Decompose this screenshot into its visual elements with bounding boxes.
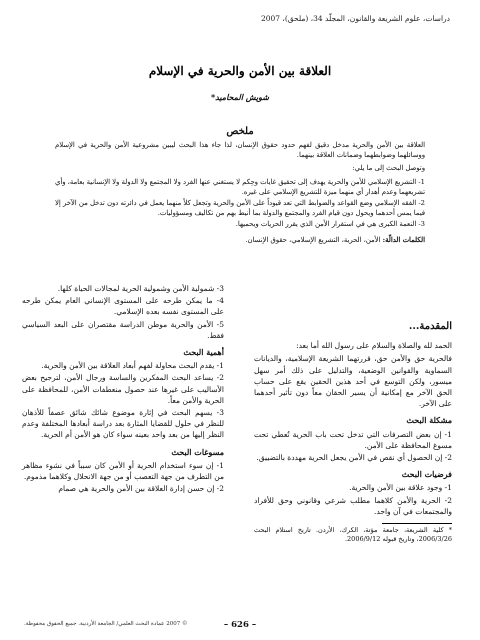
abstract-heading: ملخص xyxy=(226,126,254,137)
problem-item: 1- إن بعض التصرفات التي تدخل تحت باب الحرية تُعطي تحت مسوغ المحافظة على الأمن. xyxy=(254,429,452,450)
hypothesis-item: 2- الحرية والأمن كلاهما مطلب شرعي وقانوني وحق للأفراد والمجتمعات في آن واحد. xyxy=(254,495,452,516)
copyright-notice: © 2007 عمادة البحث العلمي/ الجامعة الأردنية. جميع الحقوق محفوظة. xyxy=(24,621,188,627)
reasons-heading: مسوغات البحث xyxy=(171,446,224,457)
footnote: * كلية الشريعة، جامعة مؤتة، الكرك، الأردن. تاريخ استلام البحث 2006/3/26، وتاريخ قبوله 2006/9/12. xyxy=(254,526,452,544)
abstract-findings-intro: وتوصل البحث إلى ما يلي: xyxy=(352,164,425,173)
article-title: العلاقة بين الأمن والحرية في الإسلام xyxy=(148,64,332,78)
objective-item: 5- الأمن والحرية موطن الدراسة مقتصران على البعد السياسي فقط. xyxy=(22,319,224,340)
footnote-divider xyxy=(382,523,452,524)
problem-heading: مشكلة البحث xyxy=(406,415,452,426)
intro-body: فالحرية حق والأمن حق، قررتهما الشريعة الإسلامية، والديانات السماوية والقوانين الوضعية، والتدليل على ذلك أمر سهل ميسور، ولكن التوسع في أحد هذين الحقين يقع على حساب الحق الآخر مع إمكانية أن يسير الحقان معاً دون تأثير أحدهما على الآخر. xyxy=(254,354,452,409)
right-column xyxy=(254,283,452,544)
hypotheses-heading: فرضيات البحث xyxy=(401,469,452,480)
reason-item: 2- إن حسن إدارة العلاقة بين الأمن والحرية هي صمام xyxy=(58,484,224,494)
reason-item: 1- إن سوء استخدام الحرية أو الأمن كان سبباً في نشوء مظاهر من التطرف من جهة التعصب أو من جهة الانحلال وكلاهما مذموم. xyxy=(22,460,224,482)
left-column xyxy=(22,283,224,495)
problem-item: 2- إن الحصول أي نقص في الأمن يجعل الحرية مهددة بالتضييق. xyxy=(256,453,452,463)
importance-item: 3- يسهم البحث في إثارة موضوع شائك شائق عصفاً للأذهان للنظر في حلول للقضايا المثارة بعد دراسة أبعادها المختلفة وعدم النظر إليها من بعد واحد بعينه سواء كان هو الأمن أم الحرية. xyxy=(22,408,224,440)
abstract-intro: العلاقة بين الأمن والحرية مدخل دقيق لفهم حدود حقوق الإنسان، لذا جاء هذا البحث ليبين مشروعية الأمن والحرية في الإسلام ووسائلهما وضوابطهما وضمانات العلاقة بينهما. xyxy=(55,141,425,160)
importance-item: 2- يساعد البحث المفكرين والساسة ورجال الأمن، لترجيح بعض الأساليب على غيرها عند حصول منعطفات الأمن، للمحافظة على الحرية والأمن معاً. xyxy=(22,373,224,405)
importance-heading: أهمية البحث xyxy=(183,347,224,358)
intro-heading: المقدمة... xyxy=(408,321,452,332)
abstract-body xyxy=(55,140,425,245)
keywords-text: الأمن، الحرية، التشريع الإسلامي، حقوق الإنسان. xyxy=(245,235,381,244)
objective-item: 3- شمولية الأمن وشمولية الحرية لمجالات الحياة كلها. xyxy=(57,284,224,293)
running-head: دراسات، علوم الشريعة والقانون، المجلّد 34، (ملحق)، 2007 xyxy=(260,14,450,23)
hypothesis-item: 1- وجود علاقة بين الأمن والحرية. xyxy=(349,483,452,493)
objective-item: 4- ما يمكن طرحه على المستوى الإنساني العام يمكن طرحه على المستوى نفسه بعده الإسلامي. xyxy=(22,296,224,317)
abstract-finding: 1- التشريع الإسلامي للأمن والحرية يهدف إلى تحقيق غايات وحِكم لا يستغني عنها الفرد ولا المجتمع ولا الدولة ولا الإنسانية بعامة، وأي تشريعهما وعدم أهدار أي منهما ميزة للتشريع الإسلامي على غيره. xyxy=(55,177,425,196)
abstract-findings-list xyxy=(55,177,425,230)
page-number: – 626 – xyxy=(223,620,257,630)
abstract-finding: 2- الفقه الإسلامي وضع القواعد والضوابط التي تعد قيوداً على الأمن والحرية وتجعل كلاً منهما يعمل في دائرته دون تدخل من الآخر إلا فيما يمس أحدهما ويحول دون قيام الفرد والمجتمع والدولة بما أنيط بهم من تكاليف ومسؤوليات. xyxy=(55,199,425,218)
keywords-line xyxy=(55,235,425,245)
keywords-label: الكلمات الدالّة: xyxy=(382,235,425,244)
intro-opening: الحمد لله والصلاة والسلام على رسول الله أما بعد: xyxy=(296,341,452,351)
importance-item: 1- يقدم البحث محاولة لفهم أبعاد العلاقة بين الأمن والحرية. xyxy=(41,361,224,371)
author-name: شويش المحاميد* xyxy=(210,92,269,102)
abstract-finding: 3- النعمة الكبرى هي في استقرار الأمن الذي يقرر الحريات ويحميها. xyxy=(235,220,425,229)
